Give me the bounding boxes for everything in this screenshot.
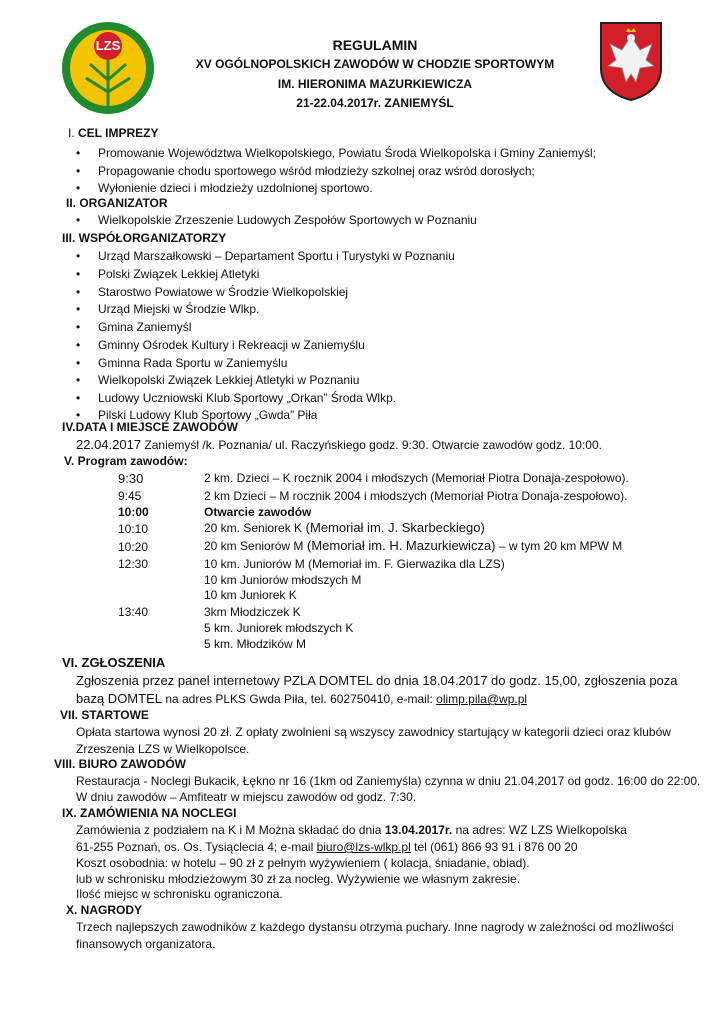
list-item: Pilski Ludowy Klub Sportowy „Gwda” Piła [98, 408, 318, 422]
schedule-desc: 10 km. Juniorów M (Memoriał im. F. Gierwazika dla LZS) [204, 557, 505, 571]
section-1-heading [68, 126, 158, 140]
schedule-desc-row [204, 538, 622, 553]
schedule-desc: 2 km. Dzieci – K rocznik 2004 i młodszych (Memoriał Piotra Donaja-zespołowo). [204, 471, 629, 485]
schedule-time: 10:10 [118, 522, 149, 536]
bullet-icon: • [76, 267, 81, 281]
awards-text: finansowych organizatora. [76, 937, 216, 951]
schedule-time: 10:00 [118, 505, 149, 519]
schedule-desc-row [204, 520, 485, 535]
registration-domtel: bazą DOMTEL [76, 691, 162, 706]
booking-deadline: 13.04.2017r. [384, 823, 453, 837]
bullet-icon: • [76, 164, 81, 178]
schedule-desc: 10 km Juniorów młodszych M [204, 573, 362, 587]
list-item: Gminna Rada Sportu w Zaniemyślu [98, 356, 288, 370]
subtitle-patron: IM. HIERONIMA MAZURKIEWICZA [277, 77, 473, 91]
bullet-icon: • [76, 391, 81, 405]
list-item: Polski Związek Lekkiej Atletyki [98, 267, 260, 281]
list-item: Wielkopolskie Zrzeszenie Ludowych Zespołów Sportowych w Poznaniu [98, 213, 477, 227]
booking-text-part: Zamówienia z podziałem na K i M Można składać do dnia [76, 823, 385, 837]
list-item: Ludowy Uczniowski Klub Sportowy „Orkan” Środa Wlkp. [98, 391, 397, 405]
list-item: Propagowanie chodu sportowego wśród młodzieży szkolnej oraz wśród dorosłych; [98, 164, 535, 178]
registration-contact: na adres PLKS Gwda Piła, tel. 602750410, e-mail: [161, 692, 437, 706]
subtitle-date: 21-22.04.2017r. ZANIEMYŚL [296, 96, 454, 110]
bullet-icon: • [76, 373, 81, 387]
section-9-title: IX. ZAMÓWIENIA NA NOCLEGI [62, 806, 237, 820]
booking-email-link[interactable]: biuro@lzs-wlkp.pl [316, 840, 411, 854]
booking-phone: tel (061) 866 93 91 i 876 00 20 [410, 840, 578, 854]
office-text: Restauracja - Noclegi Bukacik, Łękno nr 16 (1km od Zaniemyśla) czynna w dniu 21.04.2017 od godz. 16:00 do 22:00. [76, 774, 701, 788]
bullet-icon: • [76, 302, 81, 316]
bullet-icon: • [76, 213, 81, 227]
booking-text: Ilość miejsc w schronisku ograniczona. [76, 887, 283, 901]
schedule-note: – w tym 20 km MPW M [495, 539, 623, 553]
office-text: W dniu zawodów – Amfiteatr w miejscu zawodów od godz. 7:30. [76, 790, 417, 804]
booking-text [76, 823, 627, 837]
list-item: Promowanie Województwa Wielkopolskiego, Powiatu Środa Wielkopolska i Gminy Zaniemyśl; [98, 146, 596, 160]
section-7-title: VII. STARTOWE [60, 708, 149, 722]
booking-contact [76, 840, 578, 854]
list-item: Gmina Zaniemyśl [98, 320, 192, 334]
section-4-title: IV.DATA I MIEJSCE ZAWODÓW [62, 420, 239, 434]
section-6-title: VI. ZGŁOSZENIA [62, 655, 166, 670]
section-2-title: II. ORGANIZATOR [66, 196, 168, 210]
event-date-place [76, 437, 602, 452]
section-10-title: X. NAGRODY [66, 903, 143, 917]
list-item: Starostwo Powiatowe w Środzie Wielkopolskiej [98, 285, 349, 299]
schedule-desc: 20 km Seniorów M [204, 539, 304, 553]
bullet-icon: • [76, 408, 81, 422]
event-date: 22.04.2017 [76, 437, 142, 452]
subtitle-line: XV OGÓLNOPOLSKICH ZAWODÓW W CHODZIE SPORTOWYM [195, 57, 555, 71]
awards-text: Trzech najlepszych zawodników z każdego dystansu otrzyma puchary. Inne nagrody w zależności od możliwości [76, 920, 674, 934]
event-place: Zaniemyśl /k. Poznania/ ul. Raczyńskiego godz. 9:30. Otwarcie zawodów godz. 10:00. [141, 438, 602, 452]
list-item: Urząd Marszałkowski – Departament Sportu i Turystyki w Poznaniu [98, 249, 455, 263]
fee-text: Opłata startowa wynosi 20 zł. Z opłaty zwolnieni są wszyscy zawodnicy startujący w kategorii dzieci oraz klubów [76, 725, 671, 739]
schedule-desc: 3km Młodziczek K [204, 605, 301, 619]
list-item: Gminny Ośrodek Kultury i Rekreacji w Zaniemyślu [98, 338, 365, 352]
schedule-desc: 5 km. Juniorek młodszych K [204, 621, 354, 635]
schedule-time: 12:30 [118, 557, 149, 571]
bullet-icon: • [76, 249, 81, 263]
booking-text-part: na adres: WZ LZS Wielkopolska [452, 823, 627, 837]
bullet-icon: • [76, 338, 81, 352]
document-title: REGULAMIN [332, 37, 418, 53]
bullet-icon: • [76, 181, 81, 195]
schedule-time: 9:30 [118, 471, 144, 486]
schedule-memorial: (Memoriał im. H. Mazurkiewicza) [303, 538, 496, 553]
bullet-icon: • [76, 356, 81, 370]
section-3-title: III. WSPÓŁORGANIZATORZY [62, 231, 227, 245]
list-item: Wyłonienie dzieci i młodzieży uzdolnionej sportowo. [98, 181, 373, 195]
schedule-time: 10:20 [118, 540, 149, 554]
bullet-icon: • [76, 285, 81, 299]
registration-text: Zgłoszenia przez panel internetowy PZLA DOMTEL do dnia 18.04.2017 do godz. 15,00, zgłoszenia poza [76, 673, 678, 688]
schedule-desc: 20 km. Seniorek K [204, 521, 303, 535]
logo-text: LZS [95, 38, 121, 53]
booking-text: lub w schronisku młodzieżowym 30 zł za nocleg. Wyżywienie we własnym zakresie. [76, 872, 521, 886]
schedule-memorial: (Memoriał im. J. Skarbeckiego) [302, 520, 485, 535]
schedule-desc: 5 km. Młodzików M [204, 637, 307, 651]
booking-text: Koszt osobodnia: w hotelu – 90 zł z pełnym wyżywieniem ( kolacja, śniadanie, obiad). [76, 856, 530, 870]
bullet-icon: • [76, 146, 81, 160]
registration-text-2 [76, 691, 527, 706]
section-1-number: I. [68, 126, 75, 140]
schedule-desc: 10 km Juniorek K [204, 588, 297, 602]
registration-email-link[interactable]: olimp.pila@wp.pl [436, 692, 528, 706]
schedule-desc: 2 km Dzieci – M rocznik 2004 i młodszych (Memoriał Piotra Donaja-zespołowo). [204, 489, 628, 503]
bullet-icon: • [76, 320, 81, 334]
section-8-title: VIII. BIURO ZAWODÓW [54, 757, 186, 771]
list-item: Urząd Miejski w Środzie Wlkp. [98, 302, 260, 316]
schedule-time: 13:40 [118, 605, 149, 619]
schedule-desc: Otwarcie zawodów [204, 505, 312, 519]
section-5-title: V. Program zawodów: [64, 454, 188, 468]
list-item: Wielkopolski Związek Lekkiej Atletyki w Poznaniu [98, 373, 360, 387]
fee-text: Zrzeszenia LZS w Wielkopolsce. [76, 742, 250, 756]
section-1-title: CEL IMPREZY [78, 126, 159, 140]
schedule-time: 9:45 [118, 489, 142, 503]
booking-address: 61-255 Poznań, os. Os. Tysiąclecia 4; e-mail [76, 840, 317, 854]
